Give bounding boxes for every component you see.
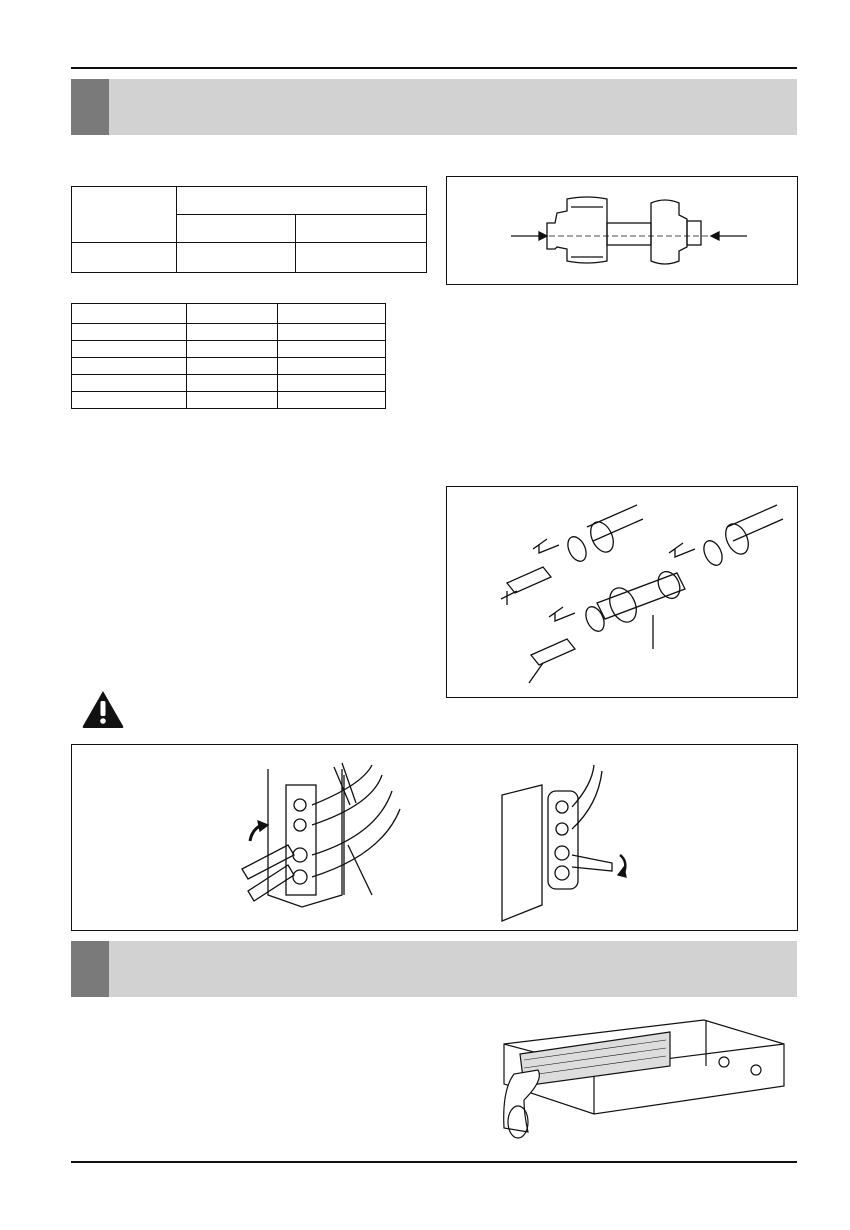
table1-row-col2 [296, 243, 427, 273]
table2-cell [278, 341, 386, 358]
table2-cell [278, 358, 386, 375]
spec-table-2 [71, 303, 386, 409]
table1-header-label [72, 187, 177, 243]
table2-cell [278, 392, 386, 409]
section-header-1 [71, 79, 797, 135]
table2-cell [187, 392, 278, 409]
indoor-unit-illustration [484, 1010, 794, 1140]
table2-cell [187, 324, 278, 341]
section-tab-2 [71, 941, 109, 997]
table1-row-label [72, 243, 177, 273]
table2-cell [278, 324, 386, 341]
table1-header-col2 [296, 215, 427, 243]
bottom-rule [71, 1161, 797, 1163]
valve-tightening-illustration [72, 745, 797, 930]
warning-triangle-icon [81, 689, 125, 729]
table2-header-cell [72, 304, 187, 324]
table2-cell [187, 375, 278, 392]
table2-header-cell [187, 304, 278, 324]
table2-cell [72, 392, 187, 409]
table2-cell [72, 375, 187, 392]
section-header-2 [71, 941, 797, 997]
figure-union-exploded [446, 486, 798, 698]
section-tab-1 [71, 79, 109, 135]
table1-header-col1 [177, 215, 296, 243]
table2-cell [187, 341, 278, 358]
table2-header-cell [278, 304, 386, 324]
table2-cell [278, 375, 386, 392]
union-exploded-illustration [447, 487, 797, 697]
top-rule [71, 67, 797, 69]
spec-table-1 [71, 186, 427, 273]
table2-cell [72, 358, 187, 375]
figure-flare-nut [446, 176, 798, 285]
figure-indoor-unit-filter [484, 1010, 794, 1140]
figure-valve-tightening [71, 744, 798, 931]
table2-cell [72, 324, 187, 341]
table1-row-col1 [177, 243, 296, 273]
table2-cell [187, 358, 278, 375]
table2-cell [72, 341, 187, 358]
table1-header-group [177, 187, 427, 215]
flare-nut-illustration [447, 177, 797, 284]
